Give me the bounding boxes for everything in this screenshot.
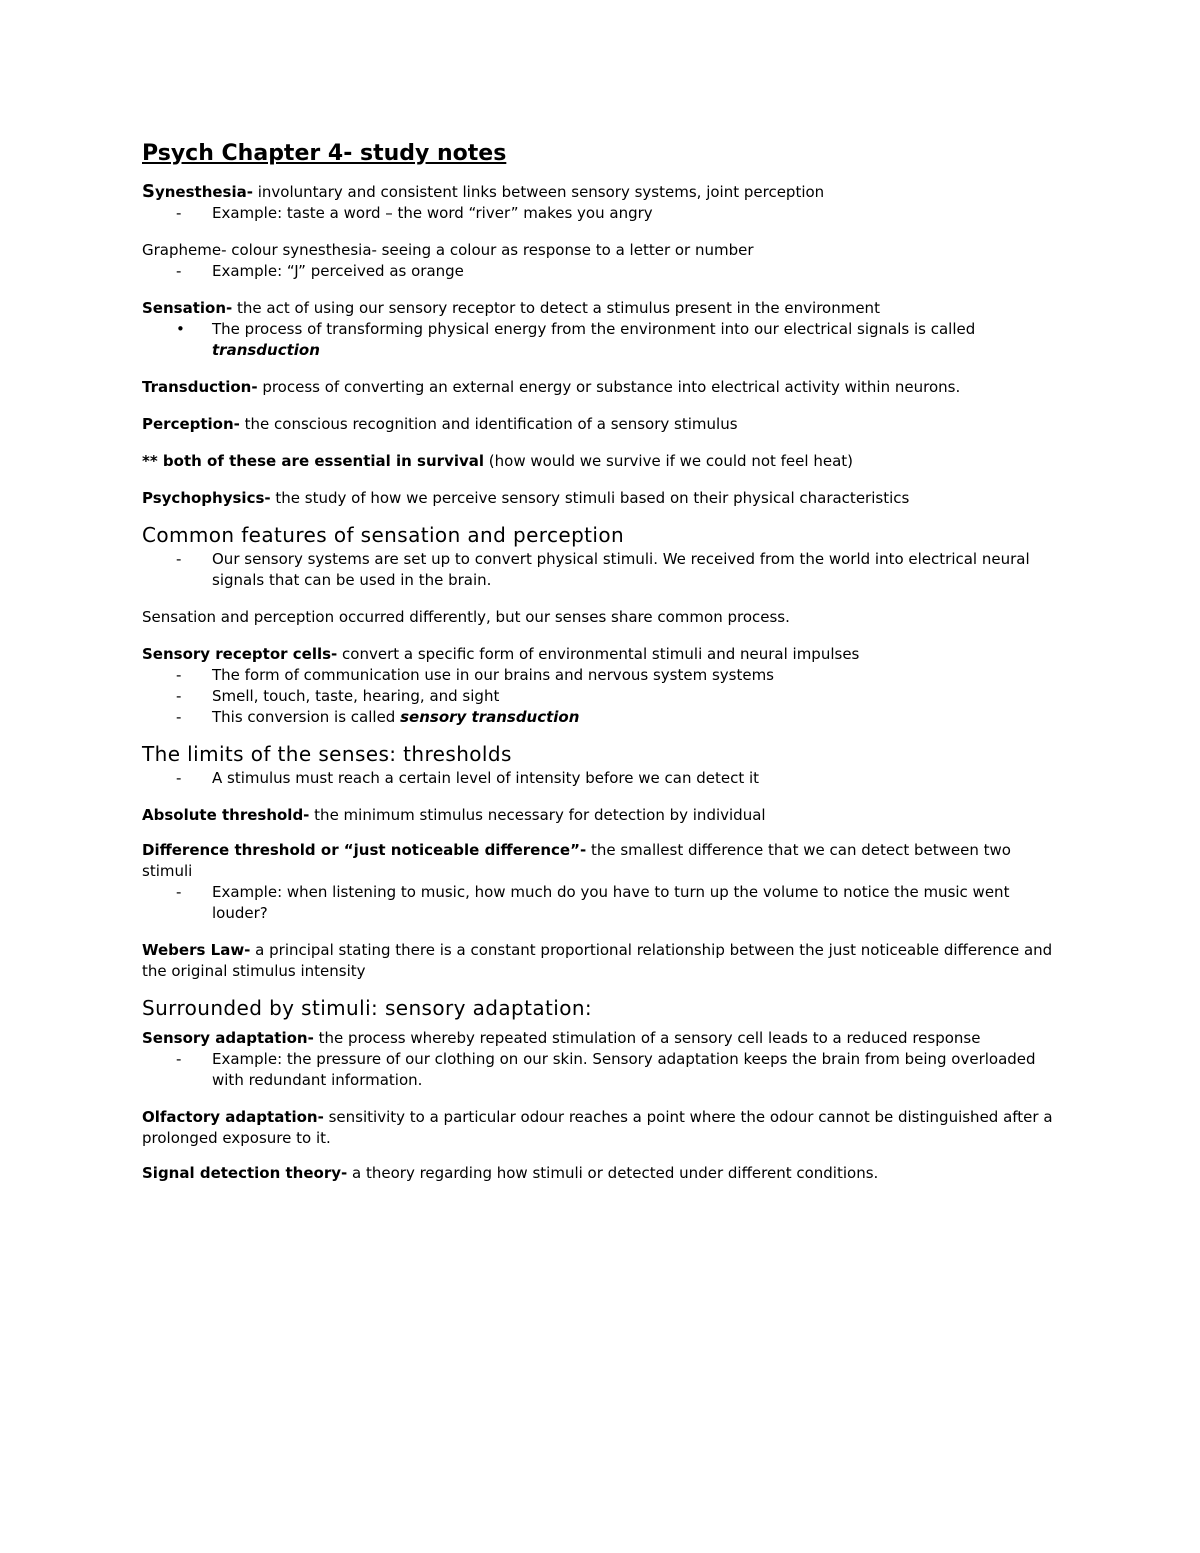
sensation-list xyxy=(142,319,1062,361)
list-item: - Example: the pressure of our clothing on our skin. Sensory adaptation keeps the brain from being overloaded with redundant information. xyxy=(176,1050,1036,1089)
difference-list xyxy=(142,882,1062,924)
dash-marker: - xyxy=(176,550,182,568)
heading-common-features: Common features of sensation and perception xyxy=(142,523,625,547)
dash-marker: - xyxy=(176,204,182,222)
page-title: Psych Chapter 4- study notes xyxy=(142,141,507,166)
synesthesia-list xyxy=(142,203,1062,224)
receptor-definition: Sensory receptor cells- convert a specific form of environmental stimuli and neural impulses xyxy=(142,645,860,663)
list-item: - Example: taste a word – the word “river” makes you angry xyxy=(176,204,653,222)
list-item: - Our sensory systems are set up to convert physical stimuli. We received from the world into electrical neural signals that can be used in the brain. xyxy=(176,550,1030,589)
heading-surrounded: Surrounded by stimuli: sensory adaptation: xyxy=(142,996,593,1020)
synesthesia-def: involuntary and consistent links between sensory systems, joint perception xyxy=(252,183,825,201)
dash-marker: - xyxy=(176,262,182,280)
absolute-threshold-definition: Absolute threshold- the minimum stimulus necessary for detection by individual xyxy=(142,806,766,824)
sensory-adaptation-definition: Sensory adaptation- the process whereby repeated stimulation of a sensory cell leads to a reduced response xyxy=(142,1029,981,1047)
signal-detection-definition: Signal detection theory- a theory regarding how stimuli or detected under different conditions. xyxy=(142,1164,879,1182)
dash-marker: - xyxy=(176,883,182,901)
dash-marker: - xyxy=(176,687,182,705)
synesthesia-definition xyxy=(142,181,1062,203)
perception-definition: Perception- the conscious recognition and identification of a sensory stimulus xyxy=(142,415,738,433)
transduction-definition: Transduction- process of converting an external energy or substance into electrical activity within neurons. xyxy=(142,378,961,396)
dash-marker: - xyxy=(176,666,182,684)
document-body xyxy=(142,139,1062,1184)
common-list xyxy=(142,549,1062,591)
survival-note: ** both of these are essential in survival (how would we survive if we could not feel heat) xyxy=(142,452,853,470)
common-paragraph: Sensation and perception occurred differently, but our senses share common process. xyxy=(142,608,790,626)
sensation-definition: Sensation- the act of using our sensory receptor to detect a stimulus present in the environment xyxy=(142,299,880,317)
bullet-marker: • xyxy=(176,320,185,338)
dash-marker: - xyxy=(176,1050,182,1068)
receptor-list xyxy=(142,665,1062,728)
webers-law-definition: Webers Law- a principal stating there is a constant proportional relationship between the just noticeable difference and the original stimulus intensity xyxy=(142,941,1053,980)
synesthesia-term: ynesthesia- xyxy=(154,183,253,201)
grapheme-definition: Grapheme- colour synesthesia- seeing a colour as response to a letter or number xyxy=(142,241,754,259)
list-item: - Smell, touch, taste, hearing, and sight xyxy=(176,687,500,705)
list-item: - A stimulus must reach a certain level of intensity before we can detect it xyxy=(176,769,760,787)
adaptation-list xyxy=(142,1049,1062,1091)
difference-threshold-definition: Difference threshold or “just noticeable difference”- the smallest difference that we can detect between two stimuli xyxy=(142,841,1011,880)
heading-limits: The limits of the senses: thresholds xyxy=(142,742,512,766)
limits-list xyxy=(142,768,1062,789)
list-item: - The form of communication use in our brains and nervous system systems xyxy=(176,666,774,684)
synesthesia-initial: S xyxy=(142,181,155,202)
dash-marker: - xyxy=(176,769,182,787)
list-item: - Example: when listening to music, how much do you have to turn up the volume to notice the music went louder? xyxy=(176,883,1010,922)
psychophysics-definition: Psychophysics- the study of how we perceive sensory stimuli based on their physical characteristics xyxy=(142,489,910,507)
list-item: • The process of transforming physical energy from the environment into our electrical signals is called transduction xyxy=(176,320,976,359)
olfactory-adaptation-definition: Olfactory adaptation- sensitivity to a particular odour reaches a point where the odour cannot be distinguished after a prolonged exposure to it. xyxy=(142,1108,1053,1147)
list-item: - Example: “J” perceived as orange xyxy=(176,262,464,280)
grapheme-list xyxy=(142,261,1062,282)
dash-marker: - xyxy=(176,708,182,726)
list-item: - This conversion is called sensory transduction xyxy=(176,708,580,726)
